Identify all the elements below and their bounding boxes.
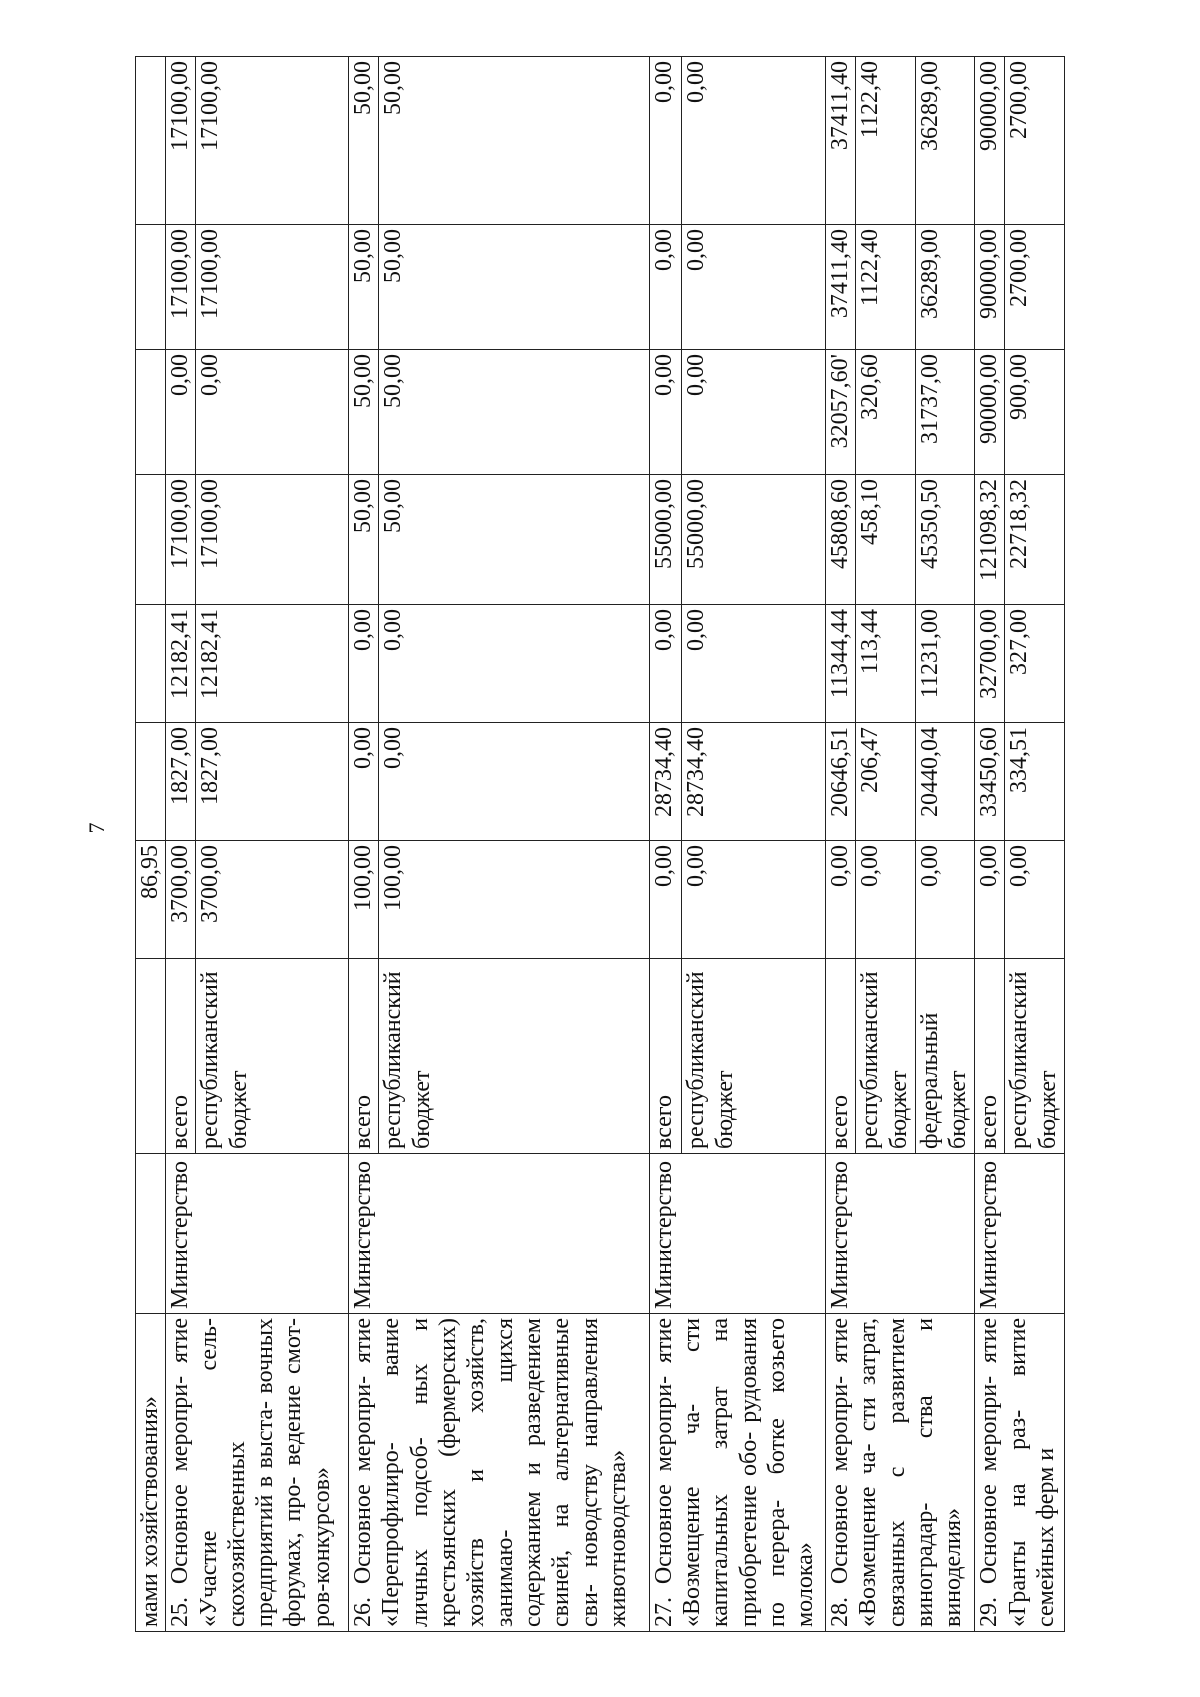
value-cell: 17100,00: [196, 225, 349, 350]
value-cell: 17100,00: [196, 57, 349, 225]
value-cell: 0,00: [649, 605, 681, 723]
value-cell: 0,00: [682, 841, 826, 959]
value-cell: 45350,50: [915, 475, 974, 605]
value-cell: 0,00: [649, 350, 681, 475]
table-row: [975, 57, 1005, 1632]
value-cell: 11231,00: [915, 605, 974, 723]
value-cell: 2700,00: [1005, 57, 1065, 225]
value-cell: 100,00: [349, 841, 379, 959]
value-cell: 50,00: [379, 475, 649, 605]
value-cell: 90000,00: [975, 225, 1005, 350]
source-cell: республиканский бюджет: [1005, 959, 1065, 1154]
value-cell: 32700,00: [975, 605, 1005, 723]
value-cell: 0,00: [682, 225, 826, 350]
value-cell: 33450,60: [975, 723, 1005, 841]
source-cell: всего: [826, 959, 856, 1154]
value-cell: 37411,40: [826, 57, 856, 225]
source-cell: республиканский бюджет: [196, 959, 349, 1154]
executor-cell: Министерство: [826, 1154, 975, 1314]
source-cell: [136, 959, 166, 1154]
measure-description: мами хозяйствования»: [136, 1314, 166, 1632]
value-cell: 2700,00: [1005, 225, 1065, 350]
value-cell: 11344,44: [826, 605, 856, 723]
value-cell: 50,00: [379, 225, 649, 350]
value-cell: 20646,51: [826, 723, 856, 841]
source-cell: республиканский бюджет: [379, 959, 649, 1154]
value-cell: 50,00: [349, 225, 379, 350]
value-cell: 0,00: [826, 841, 856, 959]
value-cell: [136, 350, 166, 475]
measure-description: 25. Основное меропри- ятие «Участие сель- скохозяйственных предприятий в выста- вочных форумах, про- ведение смот- ров-конкурсов»: [166, 1314, 349, 1632]
executor-cell: Министерство: [975, 1154, 1065, 1314]
value-cell: 37411,40: [826, 225, 856, 350]
value-cell: 55000,00: [682, 475, 826, 605]
measure-description: 27. Основное меропри- ятие «Возмещение ча- сти капитальных затрат на приобретение обо- рудования по перера- ботке козьего молока»: [649, 1314, 825, 1632]
value-cell: 22718,32: [1005, 475, 1065, 605]
budget-table: [135, 56, 1065, 1632]
value-cell: 0,00: [649, 57, 681, 225]
source-cell: всего: [349, 959, 379, 1154]
value-cell: 17100,00: [196, 475, 349, 605]
value-cell: 3700,00: [196, 841, 349, 959]
value-cell: 17100,00: [166, 475, 196, 605]
value-cell: 1827,00: [196, 723, 349, 841]
rotated-table-wrapper: [135, 57, 1065, 1632]
value-cell: 28734,40: [682, 723, 826, 841]
page-number: 7: [84, 822, 109, 834]
value-cell: 0,00: [379, 605, 649, 723]
value-cell: [136, 225, 166, 350]
value-cell: 17100,00: [166, 225, 196, 350]
source-cell: всего: [166, 959, 196, 1154]
value-cell: 31737,00: [915, 350, 974, 475]
value-cell: 0,00: [915, 841, 974, 959]
value-cell: 113,44: [856, 605, 915, 723]
value-cell: [136, 57, 166, 225]
executor-cell: Министерство: [349, 1154, 650, 1314]
value-cell: 20440,04: [915, 723, 974, 841]
table-row: [826, 57, 856, 1632]
value-cell: 50,00: [349, 57, 379, 225]
executor-cell: Министерство: [166, 1154, 349, 1314]
value-cell: 0,00: [1005, 841, 1065, 959]
value-cell: 50,00: [379, 350, 649, 475]
value-cell: 0,00: [349, 605, 379, 723]
source-cell: всего: [975, 959, 1005, 1154]
value-cell: 36289,00: [915, 57, 974, 225]
value-cell: 50,00: [379, 57, 649, 225]
executor-cell: Министерство: [649, 1154, 825, 1314]
value-cell: 320,60: [856, 350, 915, 475]
value-cell: 0,00: [379, 723, 649, 841]
value-cell: 0,00: [682, 605, 826, 723]
table-row: [166, 57, 196, 1632]
value-cell: 17100,00: [166, 57, 196, 225]
value-cell: 90000,00: [975, 350, 1005, 475]
value-cell: 0,00: [856, 841, 915, 959]
value-cell: 0,00: [975, 841, 1005, 959]
value-cell: 45808,60: [826, 475, 856, 605]
table-row: [349, 57, 379, 1632]
source-cell: федеральный бюджет: [915, 959, 974, 1154]
value-cell: 32057,60': [826, 350, 856, 475]
table-row: [136, 57, 166, 1632]
value-cell: 334,51: [1005, 723, 1065, 841]
value-cell: 1122,40: [856, 225, 915, 350]
value-cell: 100,00: [379, 841, 649, 959]
value-cell: 0,00: [166, 350, 196, 475]
value-cell: 86,95: [136, 841, 166, 959]
value-cell: 50,00: [349, 475, 379, 605]
value-cell: 1827,00: [166, 723, 196, 841]
value-cell: 28734,40: [649, 723, 681, 841]
value-cell: 90000,00: [975, 57, 1005, 225]
value-cell: 0,00: [649, 225, 681, 350]
source-cell: республиканский бюджет: [682, 959, 826, 1154]
value-cell: 121098,32: [975, 475, 1005, 605]
value-cell: 458,10: [856, 475, 915, 605]
value-cell: 12182,41: [166, 605, 196, 723]
measure-description: 29. Основное меропри- ятие «Гранты на раз- витие семейных ферм и: [975, 1314, 1065, 1632]
value-cell: 206,47: [856, 723, 915, 841]
value-cell: [136, 723, 166, 841]
value-cell: 55000,00: [649, 475, 681, 605]
value-cell: 1122,40: [856, 57, 915, 225]
executor-cell: [136, 1154, 166, 1314]
source-cell: всего: [649, 959, 681, 1154]
value-cell: 0,00: [649, 841, 681, 959]
value-cell: 0,00: [682, 350, 826, 475]
value-cell: 0,00: [196, 350, 349, 475]
value-cell: 3700,00: [166, 841, 196, 959]
value-cell: 900,00: [1005, 350, 1065, 475]
value-cell: 327,00: [1005, 605, 1065, 723]
value-cell: [136, 475, 166, 605]
value-cell: 12182,41: [196, 605, 349, 723]
measure-description: 26. Основное меропри- ятие «Перепрофилиро- вание личных подсоб- ных и крестьянских (фермерских) хозяйств и хозяйств, занимаю- щихся содержанием и разведением свиней, на альтернативные сви- новодству направления животноводства»: [349, 1314, 650, 1632]
value-cell: 0,00: [682, 57, 826, 225]
source-cell: республиканский бюджет: [856, 959, 915, 1154]
value-cell: 36289,00: [915, 225, 974, 350]
value-cell: 0,00: [349, 723, 379, 841]
value-cell: [136, 605, 166, 723]
measure-description: 28. Основное меропри- ятие «Возмещение ча- сти затрат, связанных с развитием виноградар- ства и виноделия»: [826, 1314, 975, 1632]
table-row: [649, 57, 681, 1632]
value-cell: 50,00: [349, 350, 379, 475]
